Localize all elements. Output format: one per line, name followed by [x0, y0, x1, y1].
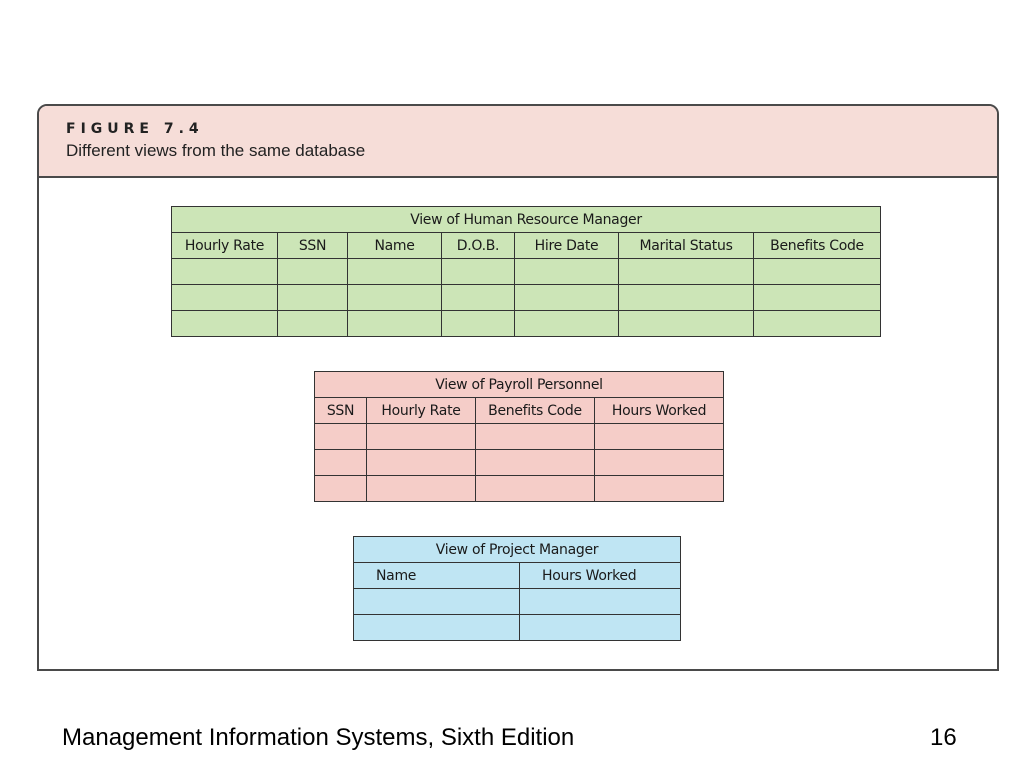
- column-header: Hours Worked: [520, 563, 681, 589]
- footer-book-title: Management Information Systems, Sixth Edition: [62, 724, 575, 751]
- figure-header: [39, 106, 997, 178]
- hr-manager-view-table: [171, 206, 881, 337]
- table-row: [172, 259, 881, 285]
- project-view-title: View of Project Manager: [354, 537, 681, 563]
- project-manager-view-table: [353, 536, 681, 641]
- payroll-view-title: View of Payroll Personnel: [315, 372, 724, 398]
- column-header: Hours Worked: [595, 398, 724, 424]
- page-number: 16: [930, 724, 957, 751]
- figure-caption: Different views from the same database: [66, 141, 366, 160]
- column-header: SSN: [278, 233, 348, 259]
- table-row: [315, 424, 724, 450]
- table-row: [172, 285, 881, 311]
- column-header: Name: [354, 563, 520, 589]
- column-header: Benefits Code: [754, 233, 881, 259]
- column-header: Name: [348, 233, 442, 259]
- table-row: [354, 589, 681, 615]
- column-header: Hire Date: [515, 233, 619, 259]
- column-header: SSN: [315, 398, 367, 424]
- column-header: Marital Status: [619, 233, 754, 259]
- payroll-view-table: [314, 371, 724, 502]
- column-header: D.O.B.: [442, 233, 515, 259]
- hr-view-title: View of Human Resource Manager: [172, 207, 881, 233]
- table-row: [315, 476, 724, 502]
- column-header: Hourly Rate: [367, 398, 476, 424]
- table-row: [172, 311, 881, 337]
- column-header: Benefits Code: [476, 398, 595, 424]
- figure-label: FIGURE 7.4: [66, 121, 204, 137]
- table-row: [354, 615, 681, 641]
- table-row: [315, 450, 724, 476]
- column-header: Hourly Rate: [172, 233, 278, 259]
